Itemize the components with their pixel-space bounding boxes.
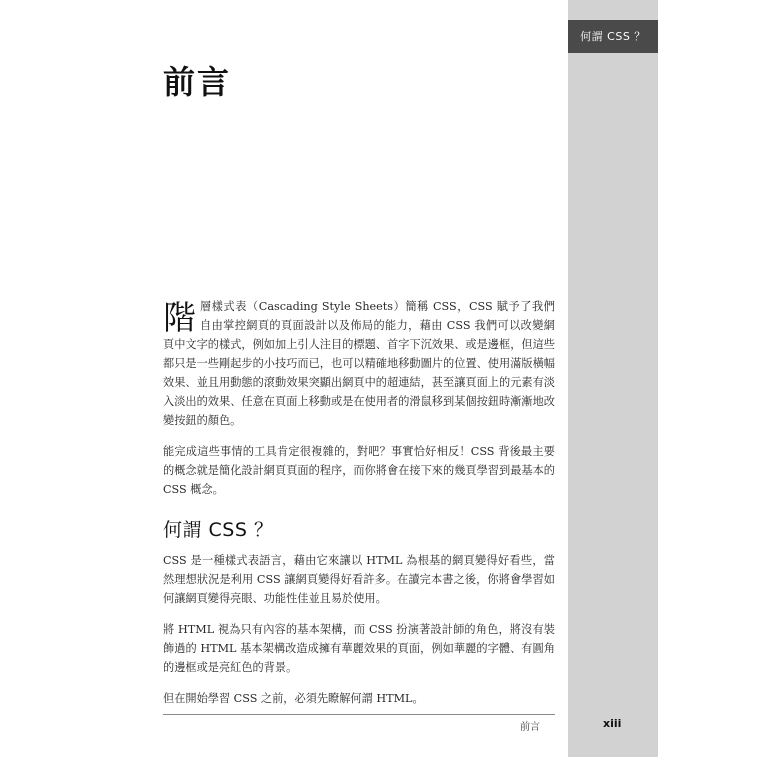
drop-cap: 階: [163, 298, 196, 337]
section-heading: 何謂 CSS ？: [163, 519, 274, 541]
intro-paragraph-1: [163, 297, 555, 430]
section-paragraph-3: 但在開始學習 CSS 之前，必須先瞭解何謂 HTML。: [163, 692, 424, 705]
chapter-sidebar: [568, 0, 658, 757]
section-paragraph-1: CSS 是一種樣式表語言，藉由它來讓以 HTML 為根基的網頁變得好看些，當然理想狀況是利用 CSS 讓網頁變得好看許多。在讀完本書之後，你將會學習如何讓網頁變得亮眼、功能性佳並且易於使用。: [163, 554, 555, 605]
page-number: xiii: [603, 717, 622, 730]
section-tab: 何謂 CSS ？: [568, 20, 658, 53]
intro-paragraph-2: 能完成這些事情的工具肯定很複雜的，對吧？事實恰好相反！CSS 背後最主要的概念就是簡化設計網頁頁面的程序，而你將會在接下來的幾頁學習到最基本的 CSS 概念。: [163, 445, 555, 496]
body-content: [163, 297, 555, 720]
intro-paragraph-1-text: 層樣式表（Cascading Style Sheets）簡稱 CSS，CSS 賦予了我們自由掌控網頁的頁面設計以及佈局的能力，藉由 CSS 我們可以改變網頁中文字的樣式，例如加上引人注目的標題、首字下沉效果、或是邊框，但這些都只是一些剛起步的小技巧而已，也可以精確地移動圖片的位置、使用滿版橫幅效果、並且用動態的滾動效果突顯出網頁中的超連結，甚至讓頁面上的元素有淡入淡出的效果、任意在頁面上移動或是在使用者的滑鼠移到某個按鈕時漸漸地改變按鈕的顏色。: [163, 300, 555, 427]
page-title: 前言: [163, 63, 232, 101]
section-paragraph-2: 將 HTML 視為只有內容的基本架構，而 CSS 扮演著設計師的角色，將沒有裝飾過的 HTML 基本架構改造成擁有華麗效果的頁面，例如華麗的字體、有圓角的邊框或是亮紅色的背景。: [163, 623, 555, 674]
footer-chapter-label: 前言: [520, 722, 540, 733]
footer-rule: [163, 714, 555, 715]
